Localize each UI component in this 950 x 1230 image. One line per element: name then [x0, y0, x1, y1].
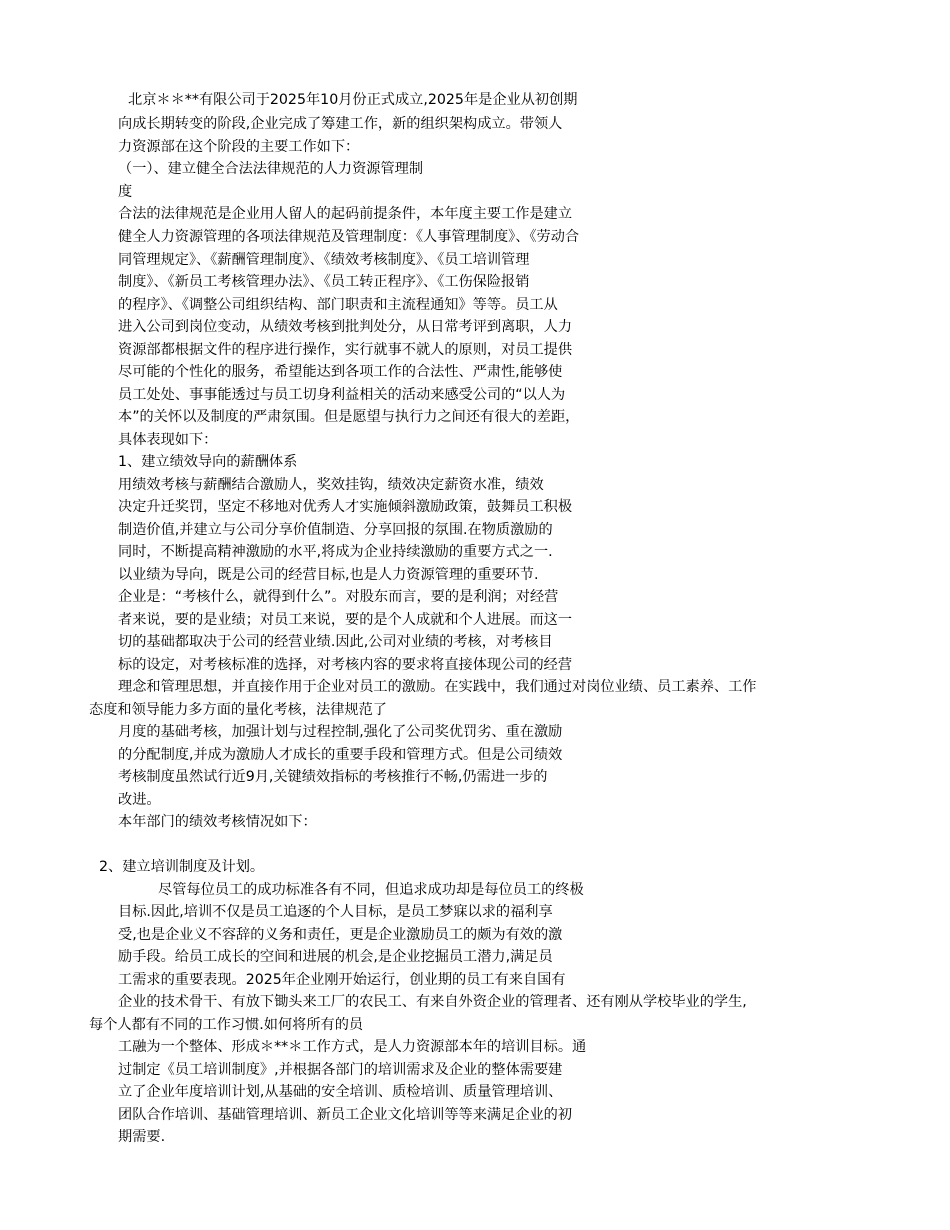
text-line: 过制定《员工培训制度》,并根据各部门的培训需求及企业的整体需要建 [118, 1062, 563, 1078]
text-line: 切的基础都取决于公司的经营业绩.因此,公司对业绩的考核，对考核目 [118, 634, 553, 650]
text-line: 工融为一个整体、形成＊**＊工作方式，是人力资源部本年的培训目标。通 [118, 1039, 587, 1055]
text-line: 力资源部在这个阶段的主要工作如下： [118, 139, 360, 155]
text-line: 者来说，要的是业绩；对员工来说，要的是个人成就和个人进展。而这一 [118, 612, 573, 628]
text-line: 态度和领导能力多方面的量化考核，法律规范了 [89, 702, 387, 718]
section-heading: （一）、建立健全合法法律规范的人力资源管理制 [118, 161, 424, 177]
text-line: 企业是：“考核什么，就得到什么”。对股东而言，要的是利润；对经营 [118, 589, 559, 605]
text-line: 用绩效考核与薪酬结合激励人，奖效挂钩，绩效决定薪资水准，绩效 [118, 477, 544, 493]
text-line: 合法的法律规范是企业用人留人的起码前提条件，本年度主要工作是建立 [118, 206, 573, 222]
text-line: 理念和管理思想，并直接作用于企业对员工的激励。在实践中，我们通过对岗位业绩、员工素养、工作 [118, 679, 757, 695]
text-line: 期需要. [118, 1129, 166, 1145]
text-line: 制造价值,并建立与公司分享价值制造、分享回报的氛围.在物质激励的 [118, 522, 553, 538]
text-line: 企业的技术骨干、有放下锄头来工厂的农民工、有来自外资企业的管理者、还有刚从学校毕业的学生, [118, 994, 747, 1010]
text-line: 同管理规定》、《薪酬管理制度》、《绩效考核制度》、《员工培训管理 [118, 252, 530, 268]
text-line: 立了企业年度培训计划,从基础的安全培训、质检培训、质量管理培训、 [118, 1084, 563, 1100]
text-line: 同时，不断提高精神激励的水平,将成为企业持续激励的重要方式之一. [118, 544, 553, 560]
text-line: 决定升迁奖罚，坚定不移地对优秀人才实施倾斜激励政策，鼓舞员工积极 [118, 499, 573, 515]
text-line: 制度》、《新员工考核管理办法》、《员工转正程序》、《工伤保险报销 [118, 274, 530, 290]
text-line: 月度的基础考核，加强计划与过程控制,强化了公司奖优罚劣、重在激励 [118, 724, 563, 740]
text-line: 员工处处、事事能透过与员工切身利益相关的活动来感受公司的“以人为 [118, 387, 566, 403]
text-line: 每个人都有不同的工作习惯.如何将所有的员 [89, 1017, 364, 1033]
text-line: 考核制度虽然试行近9月,关键绩效指标的考核推行不畅,仍需进一步的 [118, 769, 548, 785]
text-line: 的分配制度,并成为激励人才成长的重要手段和管理方式。但是公司绩效 [118, 747, 563, 763]
text-line: 本年部门的绩效考核情况如下： [118, 814, 317, 830]
subsection-heading: 1、建立绩效导向的薪酬体系 [118, 454, 298, 470]
text-line: 健全人力资源管理的各项法律规范及管理制度：《人事管理制度》、《劳动合 [118, 229, 580, 245]
text-line: 工需求的重要表现。2025年企业刚开始运行，创业期的员工有来自国有 [118, 972, 566, 988]
text-line: 目标.因此,培训不仅是员工追逐的个人目标，是员工梦寐以求的福利享 [118, 904, 553, 920]
text-line: 励手段。给员工成长的空间和进展的机会,是企业挖掘员工潜力,满足员 [118, 949, 553, 965]
text-line: 北京＊＊**有限公司于2025年10月份正式成立,2025年是企业从初创期 [128, 92, 578, 108]
text-line: 本”的关怀以及制度的严肃氛围。但是愿望与执行力之间还有很大的差距， [118, 409, 580, 425]
section-heading: 度 [118, 184, 133, 200]
text-line: 具体表现如下： [118, 432, 218, 448]
text-line: 资源部都根据文件的程序进行操作，实行就事不就人的原则，对员工提供 [118, 342, 573, 358]
text-line: 的程序》、《调整公司组织结构、部门职责和主流程通知》等等。员工从 [118, 297, 558, 313]
text-line: 以业绩为导向，既是公司的经营目标,也是人力资源管理的重要环节. [118, 567, 539, 583]
text-line: 向成长期转变的阶段,企业完成了筹建工作，新的组织架构成立。带领人 [118, 116, 563, 132]
text-line: 尽管每位员工的成功标准各有不同，但追求成功却是每位员工的终极 [158, 882, 584, 898]
text-line: 进入公司到岗位变动，从绩效考核到批判处分，从日常考评到离职，人力 [118, 319, 573, 335]
text-line: 尽可能的个性化的服务，希望能达到各项工作的合法性、严肃性,能够使 [118, 364, 563, 380]
text-line: 受,也是企业义不容辞的义务和责任，更是企业激励员工的颇为有效的激 [118, 927, 563, 943]
text-line: 改进。 [118, 792, 161, 808]
text-line: 团队合作培训、基础管理培训、新员工企业文化培训等等来满足企业的初 [118, 1107, 573, 1123]
subsection-heading: 2、建立培训制度及计划。 [99, 859, 265, 875]
text-line: 标的设定，对考核标准的选择，对考核内容的要求将直接体现公司的经营 [118, 657, 573, 673]
